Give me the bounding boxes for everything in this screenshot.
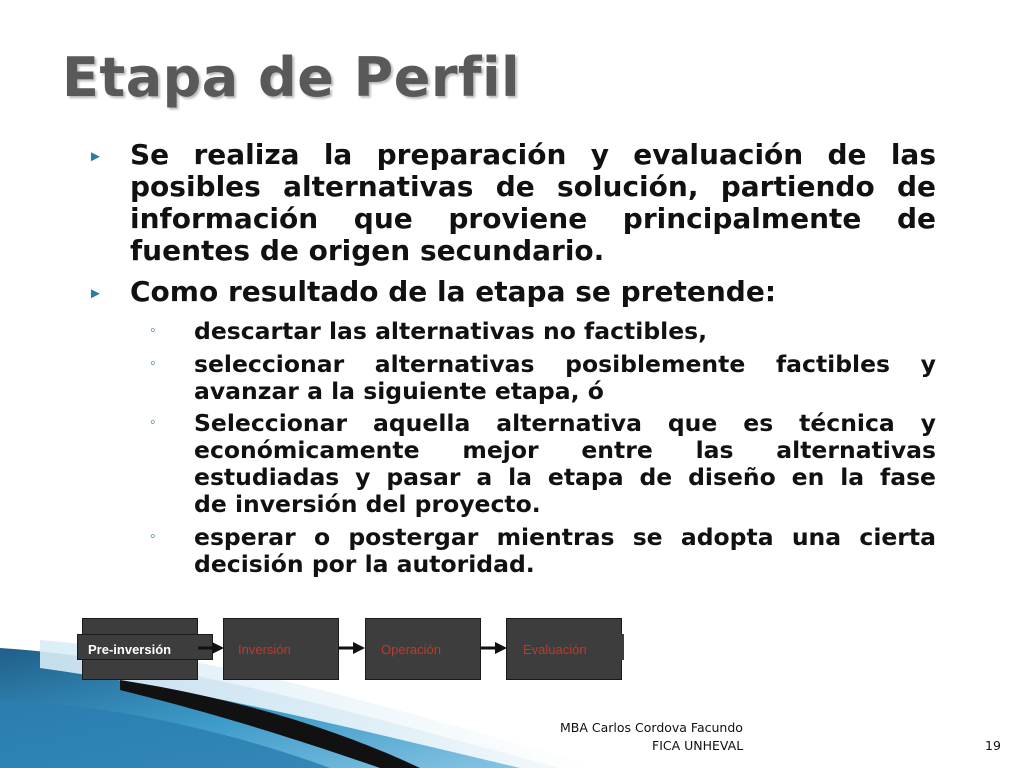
sub-bullet-icon: ◦ bbox=[150, 355, 156, 372]
sub-bullet-line: estudiadas y pasar a la etapa de diseño en la fase bbox=[194, 463, 936, 491]
slide-title: Etapa de Perfil bbox=[62, 46, 520, 109]
flow-label-preinversion: Pre-inversión bbox=[88, 642, 172, 657]
sub-bullet-line: avanzar a la siguiente etapa, ó bbox=[194, 377, 604, 405]
bullet-1-line: posibles alternativas de solución, partiendo de bbox=[130, 170, 936, 203]
bullet-arrow-icon: ► bbox=[88, 285, 103, 302]
sub-bullet-line: Seleccionar aquella alternativa que es técnica y bbox=[194, 409, 936, 437]
flow-arrow-icon bbox=[481, 642, 507, 654]
bullet-1-line: Se realiza la preparación y evaluación de las bbox=[130, 138, 936, 171]
flow-label-evaluacion: Evaluación bbox=[523, 642, 587, 657]
sub-bullet-line: esperar o postergar mientras se adopta una cierta bbox=[194, 523, 936, 551]
bullet-1-line: información que proviene principalmente de bbox=[130, 202, 936, 235]
footer-author: MBA Carlos Cordova Facundo bbox=[560, 720, 743, 735]
sub-bullet-icon: ◦ bbox=[150, 528, 156, 545]
sub-bullet-line: decisión por la autoridad. bbox=[194, 550, 535, 578]
flow-arrow-icon bbox=[198, 642, 224, 654]
flow-label-inversion: Inversión bbox=[238, 642, 291, 657]
bullet-arrow-icon: ► bbox=[88, 148, 103, 165]
sub-bullet-icon: ◦ bbox=[150, 322, 156, 339]
sub-bullet-line: seleccionar alternativas posiblemente factibles y bbox=[194, 350, 936, 378]
sub-bullet-icon: ◦ bbox=[150, 414, 156, 431]
bullet-1-line: fuentes de origen secundario. bbox=[130, 234, 605, 267]
page-number: 19 bbox=[985, 738, 1001, 753]
sub-bullet-line: de inversión del proyecto. bbox=[194, 490, 541, 518]
sub-bullet-line: económicamente mejor entre las alternativas bbox=[194, 436, 936, 464]
sub-bullet-line: descartar las alternativas no factibles, bbox=[194, 317, 708, 345]
footer-institution: FICA UNHEVAL bbox=[652, 738, 744, 753]
flow-label-operacion: Operación bbox=[381, 642, 441, 657]
bullet-2-line: Como resultado de la etapa se pretende: bbox=[130, 275, 777, 308]
flow-arrow-icon bbox=[339, 642, 365, 654]
